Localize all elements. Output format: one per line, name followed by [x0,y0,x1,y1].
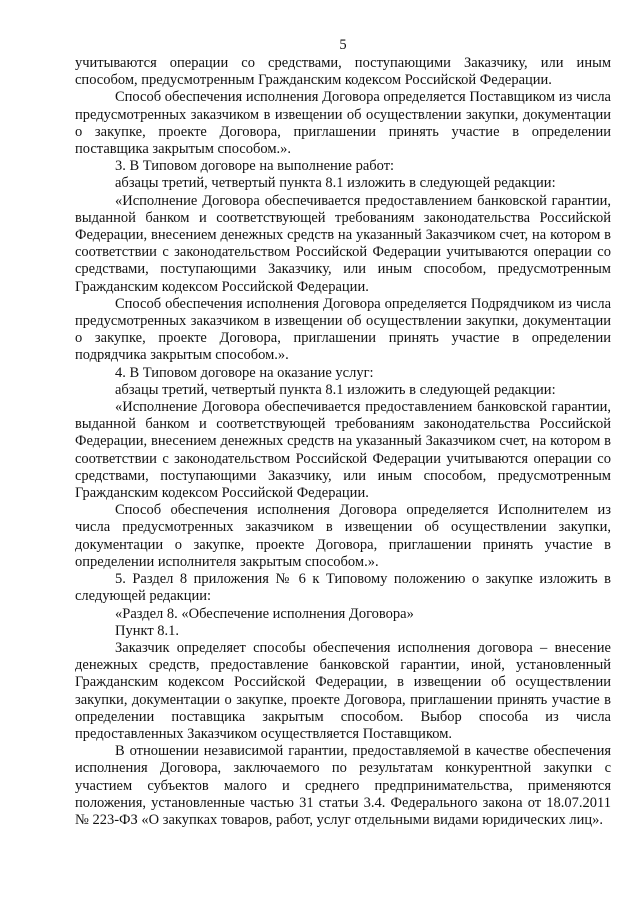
paragraph: Способ обеспечения исполнения Договора определяется Исполнителем из числа предусмотренных заказчиком в извещении об осуществлении закупки, документации о закупке, проекте Договора, приглашении принять участие в определении исполнителя закрытым способом.». [75,502,611,570]
paragraph: Пункт 8.1. [115,622,180,639]
paragraph: Заказчик определяет способы обеспечения исполнения договора – внесение денежных средств, предоставление банковской гарантии, иной, установленный Гражданским кодексом Российской Федерации, в извещении об осуществлении закупки, документации о закупке, проекте Договора, приглашении принять участие в определении поставщика закрытым способом. Выбор способа из числа предоставленных Заказчиком осуществляется Поставщиком. [75,639,611,742]
paragraph: учитываются операции со средствами, поступающими Заказчику, или иным способом, предусмотренным Гражданским кодексом Российской Федерации. [75,55,611,89]
paragraph: абзацы третий, четвертый пункта 8.1 изложить в следующей редакции: [115,175,556,192]
paragraph: 3. В Типовом договоре на выполнение работ: [115,158,395,175]
paragraph: В отношении независимой гарантии, предоставляемой в качестве обеспечения исполнения Договора, заключаемого по результатам конкурентной закупки с участием субъектов малого и среднего предпринимательства, применяются положения, установленные частью 31 статьи 3.4. Федерального закона от 18.07.2011 № 223-ФЗ «О закупках товаров, работ, услуг отдельными видами юридических лиц». [75,743,611,828]
document-body [75,55,611,829]
paragraph: 4. В Типовом договоре на оказание услуг: [115,364,374,381]
paragraph: Способ обеспечения исполнения Договора определяется Поставщиком из числа предусмотренных заказчиком в извещении об осуществлении закупки, документации о закупке, проекте Договора, приглашении принять участие в определении поставщика закрытым способом.». [75,89,611,158]
paragraph: 5. Раздел 8 приложения № 6 к Типовому положению о закупке изложить в следующей редакции: [75,571,611,605]
page-number: 5 [339,37,347,53]
paragraph: «Исполнение Договора обеспечивается предоставлением банковской гарантии, выданной банком и соответствующей требованиям законодательства Российской Федерации, внесением денежных средств на указанный Заказчиком счет, на котором в соответствии с законодательством Российской Федерации учитываются операции со средствами, поступающими Заказчику, или иным способом, предусмотренным Гражданским кодексом Российской Федерации. [75,399,611,502]
paragraph: Способ обеспечения исполнения Договора определяется Подрядчиком из числа предусмотренных заказчиком в извещении об осуществлении закупки, документации о закупке, проекте Договора, приглашении принять участие в определении подрядчика закрытым способом.». [75,295,611,364]
paragraph: абзацы третий, четвертый пункта 8.1 изложить в следующей редакции: [115,381,556,398]
paragraph: «Раздел 8. «Обеспечение исполнения Договора» [115,605,414,622]
paragraph: «Исполнение Договора обеспечивается предоставлением банковской гарантии, выданной банком и соответствующей требованиям законодательства Российской Федерации, внесением денежных средств на указанный Заказчиком счет, на котором в соответствии с законодательством Российской Федерации учитываются операции со средствами, поступающими Заказчику, или иным способом, предусмотренным Гражданским кодексом Российской Федерации. [75,192,611,295]
